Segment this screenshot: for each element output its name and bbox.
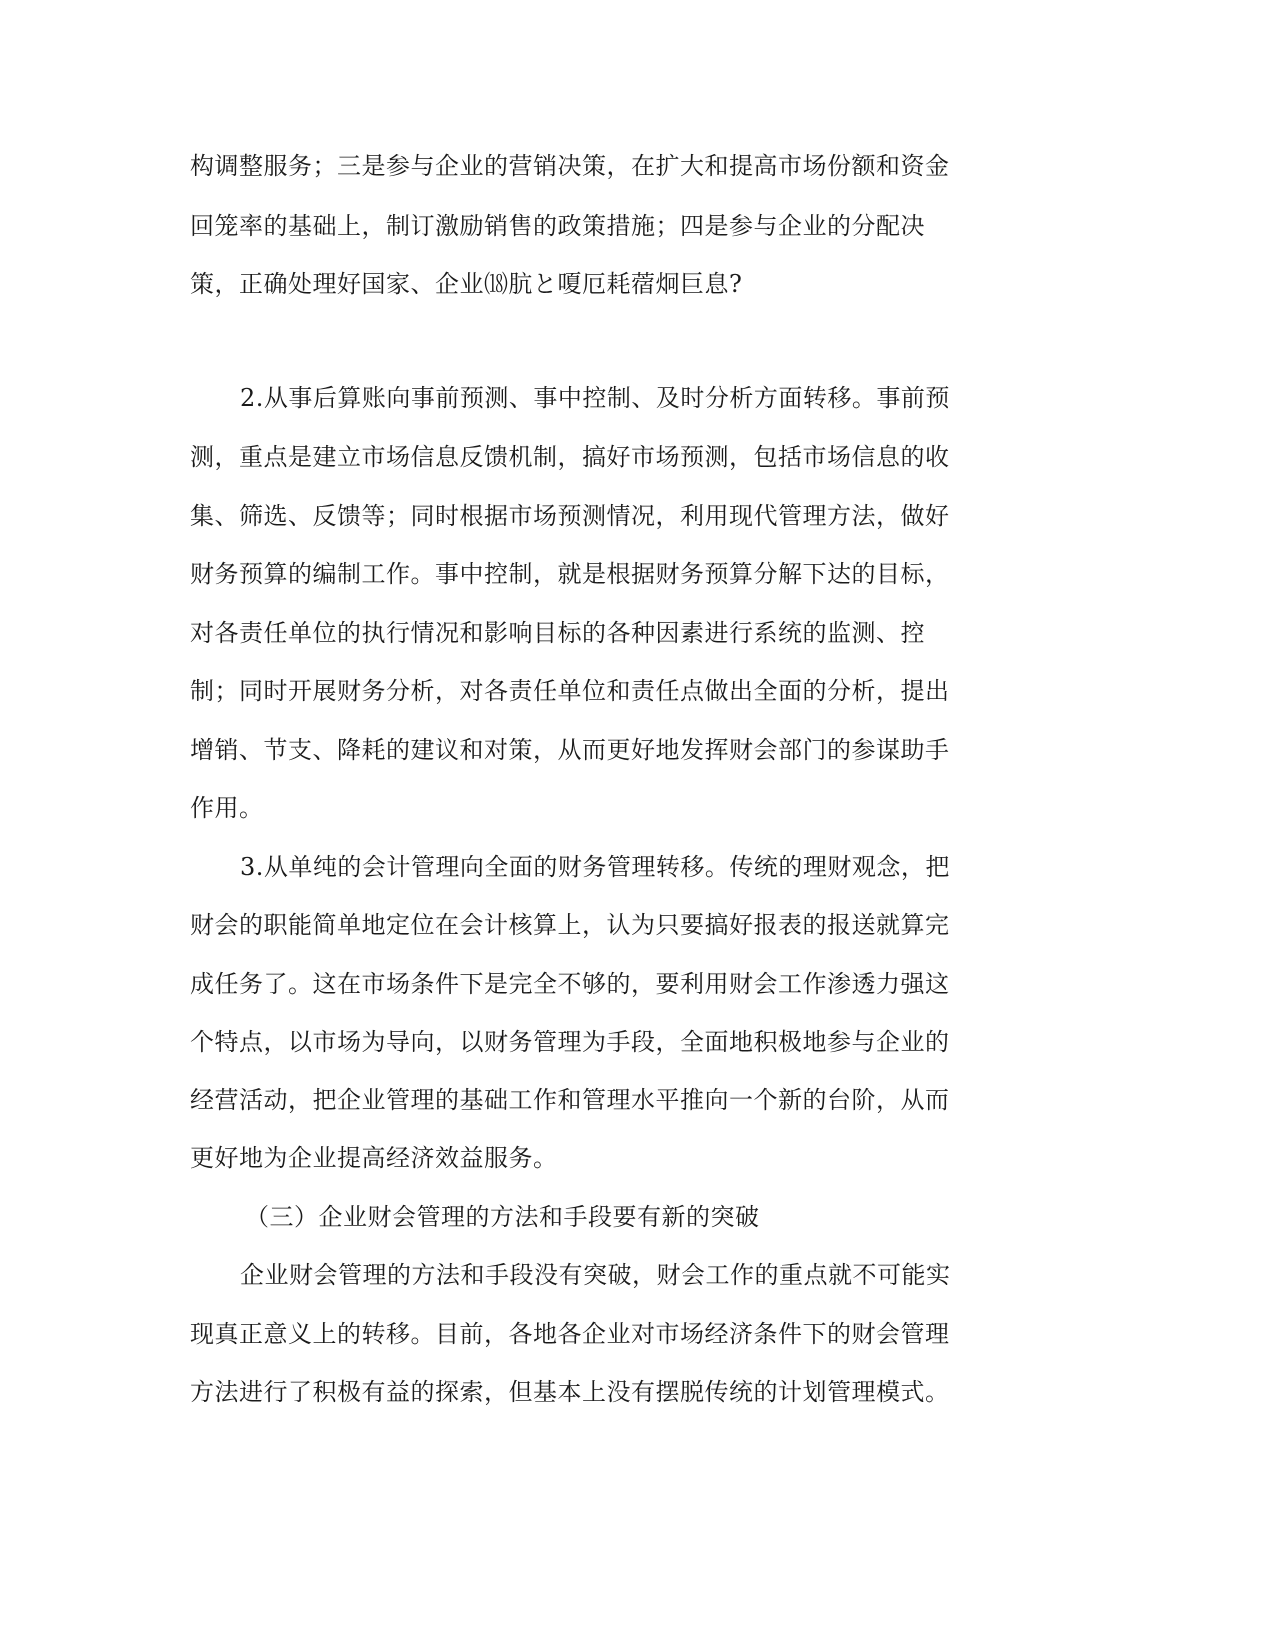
text-line: 作用。	[190, 794, 264, 822]
section-heading: （三）企业财会管理的方法和手段要有新的突破	[245, 1203, 760, 1231]
text-line: 财务预算的编制工作。事中控制，就是根据财务预算分解下达的目标，	[190, 560, 950, 588]
text-line: 策，正确处理好国家、企业⒅肮と嗄厄耗蓿炯巨息?	[190, 270, 743, 298]
text-line: 制；同时开展财务分析，对各责任单位和责任点做出全面的分析，提出	[190, 677, 950, 705]
text-line: 测，重点是建立市场信息反馈机制，搞好市场预测，包括市场信息的收	[190, 443, 950, 471]
text-line: 财会的职能简单地定位在会计核算上，认为只要搞好报表的报送就算完	[190, 911, 950, 939]
text-line: 成任务了。这在市场条件下是完全不够的，要利用财会工作渗透力强这	[190, 970, 950, 998]
text-line: 方法进行了积极有益的探索，但基本上没有摆脱传统的计划管理模式。	[190, 1378, 950, 1406]
text-line: 回笼率的基础上，制订激励销售的政策措施；四是参与企业的分配决	[190, 212, 925, 240]
text-line: 增销、节支、降耗的建议和对策，从而更好地发挥财会部门的参谋助手	[190, 736, 950, 764]
text-line: 个特点，以市场为导向，以财务管理为手段，全面地积极地参与企业的	[190, 1028, 950, 1056]
paragraph-2-start: 2.从事后算账向事前预测、事中控制、及时分析方面转移。事前预	[240, 384, 950, 412]
text-line: 更好地为企业提高经济效益服务。	[190, 1144, 558, 1172]
text-line: 对各责任单位的执行情况和影响目标的各种因素进行系统的监测、控	[190, 619, 925, 647]
text-line: 现真正意义上的转移。目前，各地各企业对市场经济条件下的财会管理	[190, 1320, 950, 1348]
paragraph-4-start: 企业财会管理的方法和手段没有突破，财会工作的重点就不可能实	[240, 1261, 951, 1289]
text-line: 构调整服务；三是参与企业的营销决策，在扩大和提高市场份额和资金	[190, 152, 950, 180]
paragraph-3-start: 3.从单纯的会计管理向全面的财务管理转移。传统的理财观念，把	[240, 853, 950, 881]
text-line: 集、筛选、反馈等；同时根据市场预测情况，利用现代管理方法，做好	[190, 502, 950, 530]
text-line: 经营活动，把企业管理的基础工作和管理水平推向一个新的台阶，从而	[190, 1086, 950, 1114]
